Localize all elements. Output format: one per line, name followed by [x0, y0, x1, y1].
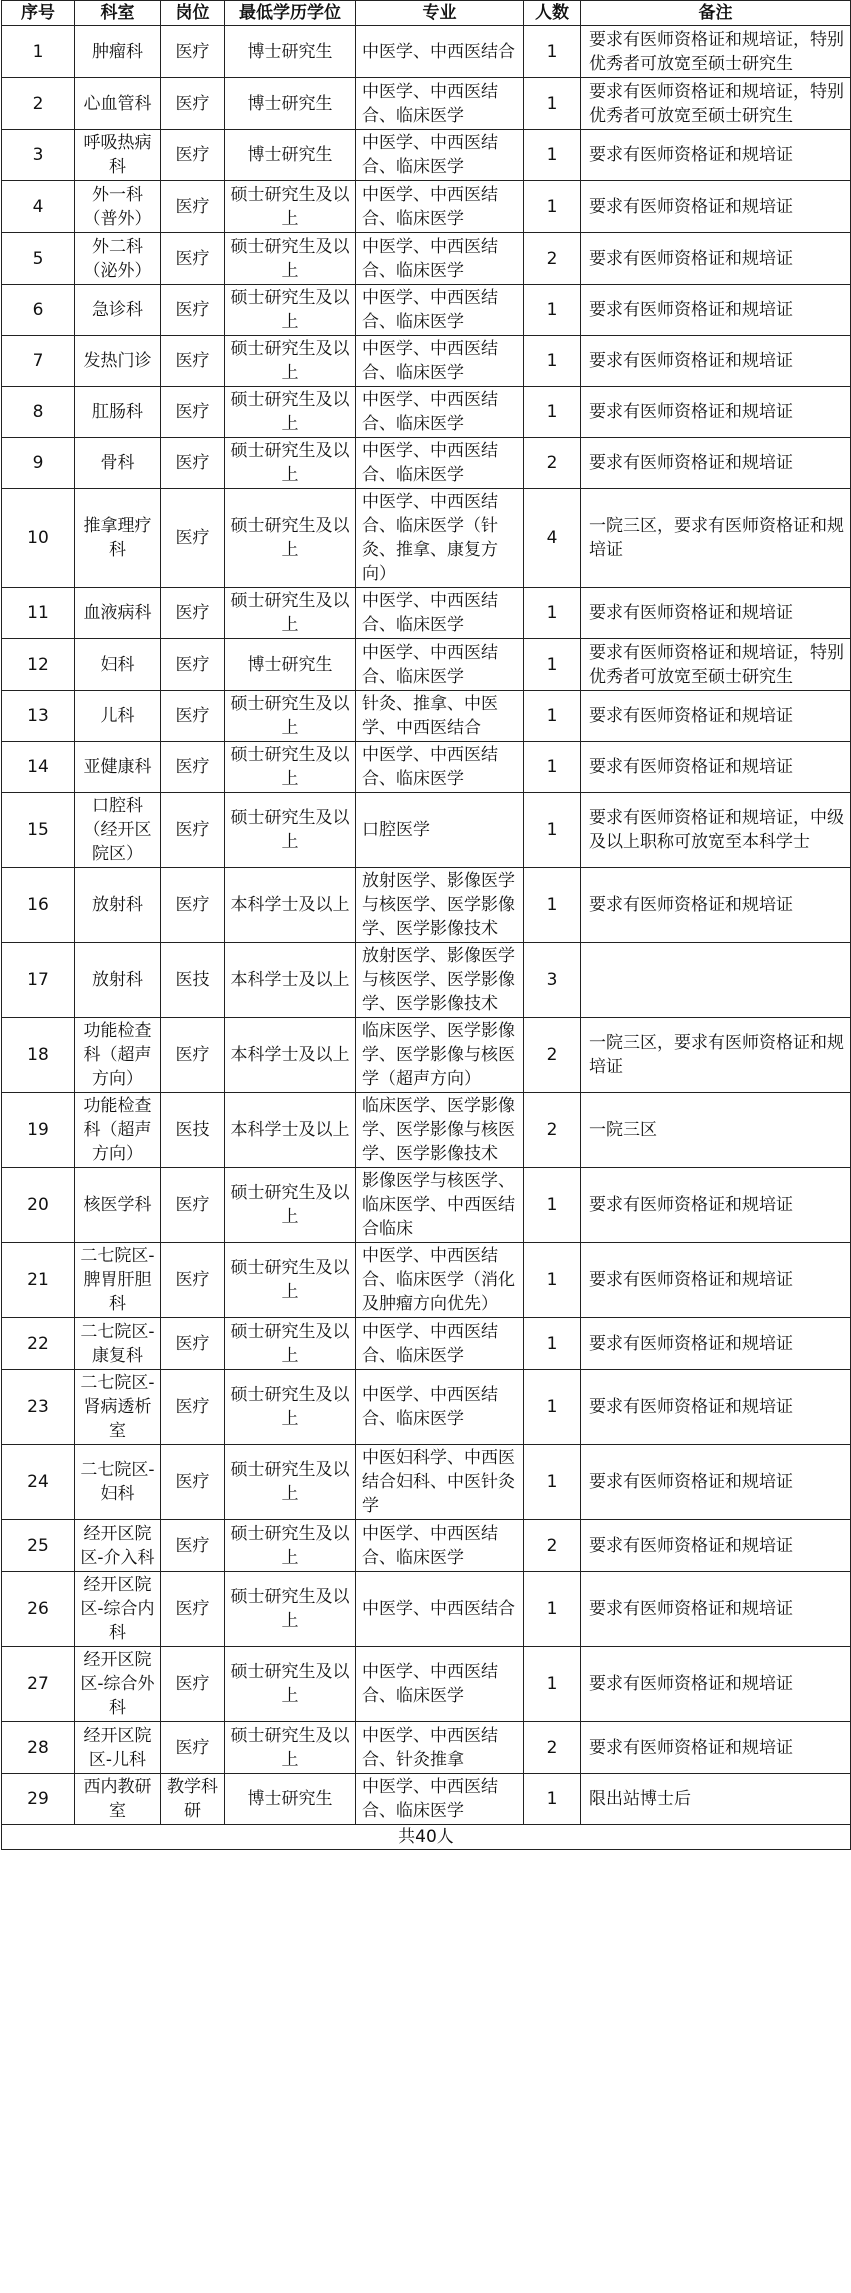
table-row: [2, 588, 851, 639]
cell-no: 29: [2, 1774, 75, 1825]
cell-edu: 本科学士及以上: [225, 943, 356, 1018]
cell-note: 要求有医师资格证和规培证: [581, 285, 851, 336]
table-row: [2, 1168, 851, 1243]
cell-dept: 发热门诊: [75, 336, 161, 387]
cell-edu: 硕士研究生及以上: [225, 1168, 356, 1243]
cell-major: 针灸、推拿、中医学、中西医结合: [356, 691, 524, 742]
cell-count: 1: [524, 639, 581, 691]
cell-no: 25: [2, 1520, 75, 1572]
cell-dept: 功能检查科（超声方向）: [75, 1018, 161, 1093]
cell-count: 1: [524, 1572, 581, 1647]
cell-major: 中医学、中西医结合、临床医学: [356, 285, 524, 336]
cell-dept: 放射科: [75, 868, 161, 943]
table-row: [2, 26, 851, 78]
cell-note: 要求有医师资格证和规培证: [581, 1318, 851, 1370]
cell-no: 20: [2, 1168, 75, 1243]
table-row: [2, 1572, 851, 1647]
table-row: [2, 868, 851, 943]
cell-count: 1: [524, 1445, 581, 1520]
table-row: [2, 943, 851, 1018]
cell-major: 中医学、中西医结合: [356, 26, 524, 78]
table-row: [2, 691, 851, 742]
header-row: [2, 1, 851, 26]
cell-edu: 硕士研究生及以上: [225, 1572, 356, 1647]
table-row: [2, 489, 851, 588]
cell-dept: 儿科: [75, 691, 161, 742]
cell-post: 医疗: [161, 1722, 225, 1774]
cell-dept: 急诊科: [75, 285, 161, 336]
cell-count: 1: [524, 691, 581, 742]
cell-major: 放射医学、影像医学与核医学、医学影像学、医学影像技术: [356, 868, 524, 943]
cell-post: 医疗: [161, 691, 225, 742]
cell-dept: 核医学科: [75, 1168, 161, 1243]
cell-dept: 二七院区-康复科: [75, 1318, 161, 1370]
cell-post: 医疗: [161, 793, 225, 868]
cell-major: 中医学、中西医结合、临床医学: [356, 588, 524, 639]
cell-note: 要求有医师资格证和规培证，特别优秀者可放宽至硕士研究生: [581, 639, 851, 691]
cell-note: 一院三区，要求有医师资格证和规培证: [581, 489, 851, 588]
cell-edu: 博士研究生: [225, 639, 356, 691]
table-row: [2, 1318, 851, 1370]
cell-no: 9: [2, 438, 75, 489]
cell-post: 医疗: [161, 1647, 225, 1722]
cell-note: 要求有医师资格证和规培证: [581, 1370, 851, 1445]
cell-note: 要求有医师资格证和规培证: [581, 1243, 851, 1318]
cell-no: 15: [2, 793, 75, 868]
cell-no: 16: [2, 868, 75, 943]
cell-edu: 博士研究生: [225, 26, 356, 78]
cell-edu: 硕士研究生及以上: [225, 1243, 356, 1318]
table-row: [2, 285, 851, 336]
cell-count: 2: [524, 1093, 581, 1168]
cell-note: 要求有医师资格证和规培证: [581, 181, 851, 233]
table-row: [2, 742, 851, 793]
cell-edu: 硕士研究生及以上: [225, 1722, 356, 1774]
cell-major: 中医学、中西医结合、临床医学: [356, 1774, 524, 1825]
cell-post: 医疗: [161, 1445, 225, 1520]
cell-edu: 硕士研究生及以上: [225, 387, 356, 438]
cell-dept: 经开区院区-综合内科: [75, 1572, 161, 1647]
table-row: [2, 1243, 851, 1318]
cell-post: 医疗: [161, 1243, 225, 1318]
cell-edu: 硕士研究生及以上: [225, 336, 356, 387]
cell-major: 中医学、中西医结合、临床医学: [356, 438, 524, 489]
cell-edu: 硕士研究生及以上: [225, 1370, 356, 1445]
total-label: 共40人: [2, 1825, 851, 1850]
cell-count: 1: [524, 285, 581, 336]
cell-note: 要求有医师资格证和规培证: [581, 588, 851, 639]
cell-major: 放射医学、影像医学与核医学、医学影像学、医学影像技术: [356, 943, 524, 1018]
table-row: [2, 181, 851, 233]
cell-no: 3: [2, 130, 75, 181]
cell-count: 1: [524, 1168, 581, 1243]
cell-edu: 博士研究生: [225, 1774, 356, 1825]
cell-dept: 推拿理疗科: [75, 489, 161, 588]
cell-major: 中医学、中西医结合、临床医学: [356, 130, 524, 181]
cell-edu: 本科学士及以上: [225, 1093, 356, 1168]
header-edu: 最低学历学位: [225, 1, 356, 26]
cell-count: 1: [524, 78, 581, 130]
cell-count: 3: [524, 943, 581, 1018]
cell-dept: 外二科（泌外）: [75, 233, 161, 285]
cell-major: 中医学、中西医结合、临床医学: [356, 78, 524, 130]
cell-major: 中医学、中西医结合、临床医学（针灸、推拿、康复方向）: [356, 489, 524, 588]
cell-major: 临床医学、医学影像学、医学影像与核医学、医学影像技术: [356, 1093, 524, 1168]
cell-note: 一院三区: [581, 1093, 851, 1168]
cell-no: 8: [2, 387, 75, 438]
cell-edu: 硕士研究生及以上: [225, 1318, 356, 1370]
cell-no: 12: [2, 639, 75, 691]
cell-dept: 放射科: [75, 943, 161, 1018]
cell-count: 1: [524, 130, 581, 181]
cell-dept: 骨科: [75, 438, 161, 489]
table-row: [2, 1370, 851, 1445]
cell-note: 要求有医师资格证和规培证，特别优秀者可放宽至硕士研究生: [581, 78, 851, 130]
cell-count: 1: [524, 181, 581, 233]
cell-post: 医疗: [161, 868, 225, 943]
cell-edu: 硕士研究生及以上: [225, 181, 356, 233]
cell-note: 限出站博士后: [581, 1774, 851, 1825]
cell-count: 2: [524, 1018, 581, 1093]
cell-post: 医疗: [161, 26, 225, 78]
cell-major: 中医学、中西医结合、针灸推拿: [356, 1722, 524, 1774]
table-row: [2, 1774, 851, 1825]
cell-dept: 血液病科: [75, 588, 161, 639]
cell-major: 中医学、中西医结合、临床医学: [356, 336, 524, 387]
table-row: [2, 78, 851, 130]
header-no: 序号: [2, 1, 75, 26]
cell-note: 要求有医师资格证和规培证: [581, 336, 851, 387]
cell-dept: 经开区院区-介入科: [75, 1520, 161, 1572]
cell-dept: 亚健康科: [75, 742, 161, 793]
cell-note: 要求有医师资格证和规培证: [581, 1722, 851, 1774]
cell-no: 27: [2, 1647, 75, 1722]
cell-count: 1: [524, 742, 581, 793]
cell-post: 医疗: [161, 130, 225, 181]
cell-post: 医疗: [161, 489, 225, 588]
cell-edu: 硕士研究生及以上: [225, 489, 356, 588]
cell-edu: 硕士研究生及以上: [225, 233, 356, 285]
cell-dept: 经开区院区-综合外科: [75, 1647, 161, 1722]
cell-no: 14: [2, 742, 75, 793]
cell-post: 医疗: [161, 1572, 225, 1647]
cell-no: 18: [2, 1018, 75, 1093]
recruitment-table: [1, 0, 851, 1850]
cell-note: 要求有医师资格证和规培证: [581, 233, 851, 285]
cell-note: 要求有医师资格证和规培证: [581, 691, 851, 742]
cell-post: 医疗: [161, 438, 225, 489]
cell-note: 要求有医师资格证和规培证: [581, 130, 851, 181]
header-dept: 科室: [75, 1, 161, 26]
cell-dept: 外一科（普外）: [75, 181, 161, 233]
cell-edu: 硕士研究生及以上: [225, 1520, 356, 1572]
cell-post: 医技: [161, 943, 225, 1018]
table-body: [2, 26, 851, 1825]
cell-count: 2: [524, 438, 581, 489]
total-row: [2, 1825, 851, 1850]
cell-note: 要求有医师资格证和规培证，中级及以上职称可放宽至本科学士: [581, 793, 851, 868]
table-row: [2, 1018, 851, 1093]
cell-count: 1: [524, 1318, 581, 1370]
cell-count: 2: [524, 233, 581, 285]
cell-post: 医技: [161, 1093, 225, 1168]
table-row: [2, 1722, 851, 1774]
cell-edu: 硕士研究生及以上: [225, 438, 356, 489]
cell-note: 要求有医师资格证和规培证: [581, 742, 851, 793]
cell-post: 医疗: [161, 742, 225, 793]
table-row: [2, 387, 851, 438]
cell-note: 要求有医师资格证和规培证: [581, 1647, 851, 1722]
cell-dept: 功能检查科（超声方向）: [75, 1093, 161, 1168]
cell-note: 要求有医师资格证和规培证: [581, 387, 851, 438]
cell-no: 13: [2, 691, 75, 742]
cell-major: 影像医学与核医学、临床医学、中西医结合临床: [356, 1168, 524, 1243]
cell-post: 医疗: [161, 1018, 225, 1093]
cell-edu: 博士研究生: [225, 130, 356, 181]
table-row: [2, 793, 851, 868]
cell-count: 1: [524, 26, 581, 78]
header-count: 人数: [524, 1, 581, 26]
cell-count: 2: [524, 1722, 581, 1774]
cell-count: 1: [524, 1243, 581, 1318]
cell-note: 要求有医师资格证和规培证: [581, 1168, 851, 1243]
cell-major: 中医学、中西医结合、临床医学: [356, 639, 524, 691]
cell-major: 口腔医学: [356, 793, 524, 868]
cell-note: 要求有医师资格证和规培证，特别优秀者可放宽至硕士研究生: [581, 26, 851, 78]
cell-dept: 二七院区-肾病透析室: [75, 1370, 161, 1445]
cell-post: 医疗: [161, 639, 225, 691]
cell-dept: 西内教研室: [75, 1774, 161, 1825]
cell-edu: 硕士研究生及以上: [225, 793, 356, 868]
cell-count: 1: [524, 1774, 581, 1825]
cell-major: 中医学、中西医结合、临床医学: [356, 387, 524, 438]
cell-dept: 呼吸热病科: [75, 130, 161, 181]
cell-no: 28: [2, 1722, 75, 1774]
cell-post: 医疗: [161, 285, 225, 336]
table-row: [2, 438, 851, 489]
header-major: 专业: [356, 1, 524, 26]
cell-dept: 妇科: [75, 639, 161, 691]
cell-no: 4: [2, 181, 75, 233]
cell-post: 医疗: [161, 588, 225, 639]
cell-no: 11: [2, 588, 75, 639]
cell-count: 1: [524, 588, 581, 639]
cell-dept: 二七院区-妇科: [75, 1445, 161, 1520]
cell-edu: 硕士研究生及以上: [225, 285, 356, 336]
cell-edu: 博士研究生: [225, 78, 356, 130]
table-row: [2, 1647, 851, 1722]
table-row: [2, 233, 851, 285]
cell-edu: 硕士研究生及以上: [225, 588, 356, 639]
cell-dept: 经开区院区-儿科: [75, 1722, 161, 1774]
table-row: [2, 1445, 851, 1520]
cell-count: 1: [524, 1647, 581, 1722]
cell-note: 要求有医师资格证和规培证: [581, 438, 851, 489]
cell-no: 10: [2, 489, 75, 588]
cell-major: 中医妇科学、中西医结合妇科、中医针灸学: [356, 1445, 524, 1520]
cell-edu: 硕士研究生及以上: [225, 1647, 356, 1722]
cell-edu: 硕士研究生及以上: [225, 742, 356, 793]
cell-note: 要求有医师资格证和规培证: [581, 1572, 851, 1647]
cell-count: 1: [524, 387, 581, 438]
cell-count: 4: [524, 489, 581, 588]
cell-post: 医疗: [161, 181, 225, 233]
cell-post: 医疗: [161, 78, 225, 130]
cell-note: 一院三区，要求有医师资格证和规培证: [581, 1018, 851, 1093]
cell-dept: 口腔科（经开区院区）: [75, 793, 161, 868]
cell-post: 医疗: [161, 387, 225, 438]
cell-edu: 硕士研究生及以上: [225, 691, 356, 742]
cell-post: 医疗: [161, 1370, 225, 1445]
header-note: 备注: [581, 1, 851, 26]
cell-no: 1: [2, 26, 75, 78]
table-row: [2, 130, 851, 181]
cell-no: 5: [2, 233, 75, 285]
cell-post: 医疗: [161, 1318, 225, 1370]
cell-no: 21: [2, 1243, 75, 1318]
cell-no: 26: [2, 1572, 75, 1647]
cell-count: 1: [524, 1370, 581, 1445]
cell-no: 6: [2, 285, 75, 336]
table-row: [2, 1520, 851, 1572]
cell-post: 医疗: [161, 336, 225, 387]
cell-no: 7: [2, 336, 75, 387]
cell-no: 17: [2, 943, 75, 1018]
cell-note: [581, 943, 851, 1018]
cell-dept: 心血管科: [75, 78, 161, 130]
cell-edu: 本科学士及以上: [225, 868, 356, 943]
cell-note: 要求有医师资格证和规培证: [581, 1445, 851, 1520]
cell-major: 中医学、中西医结合、临床医学: [356, 1520, 524, 1572]
cell-note: 要求有医师资格证和规培证: [581, 1520, 851, 1572]
cell-no: 23: [2, 1370, 75, 1445]
cell-dept: 肛肠科: [75, 387, 161, 438]
cell-edu: 硕士研究生及以上: [225, 1445, 356, 1520]
cell-major: 临床医学、医学影像学、医学影像与核医学（超声方向）: [356, 1018, 524, 1093]
cell-major: 中医学、中西医结合、临床医学: [356, 1370, 524, 1445]
cell-count: 1: [524, 793, 581, 868]
cell-no: 19: [2, 1093, 75, 1168]
cell-major: 中医学、中西医结合: [356, 1572, 524, 1647]
table-row: [2, 336, 851, 387]
cell-major: 中医学、中西医结合、临床医学: [356, 233, 524, 285]
cell-edu: 本科学士及以上: [225, 1018, 356, 1093]
cell-major: 中医学、中西医结合、临床医学: [356, 1647, 524, 1722]
cell-post: 医疗: [161, 1520, 225, 1572]
cell-no: 2: [2, 78, 75, 130]
cell-count: 1: [524, 336, 581, 387]
cell-note: 要求有医师资格证和规培证: [581, 868, 851, 943]
cell-dept: 肿瘤科: [75, 26, 161, 78]
cell-no: 22: [2, 1318, 75, 1370]
cell-major: 中医学、中西医结合、临床医学: [356, 742, 524, 793]
cell-post: 教学科研: [161, 1774, 225, 1825]
header-post: 岗位: [161, 1, 225, 26]
cell-major: 中医学、中西医结合、临床医学: [356, 181, 524, 233]
cell-major: 中医学、中西医结合、临床医学: [356, 1318, 524, 1370]
table-row: [2, 639, 851, 691]
table-row: [2, 1093, 851, 1168]
cell-no: 24: [2, 1445, 75, 1520]
cell-post: 医疗: [161, 1168, 225, 1243]
cell-count: 1: [524, 868, 581, 943]
cell-count: 2: [524, 1520, 581, 1572]
cell-post: 医疗: [161, 233, 225, 285]
cell-major: 中医学、中西医结合、临床医学（消化及肿瘤方向优先）: [356, 1243, 524, 1318]
cell-dept: 二七院区-脾胃肝胆科: [75, 1243, 161, 1318]
